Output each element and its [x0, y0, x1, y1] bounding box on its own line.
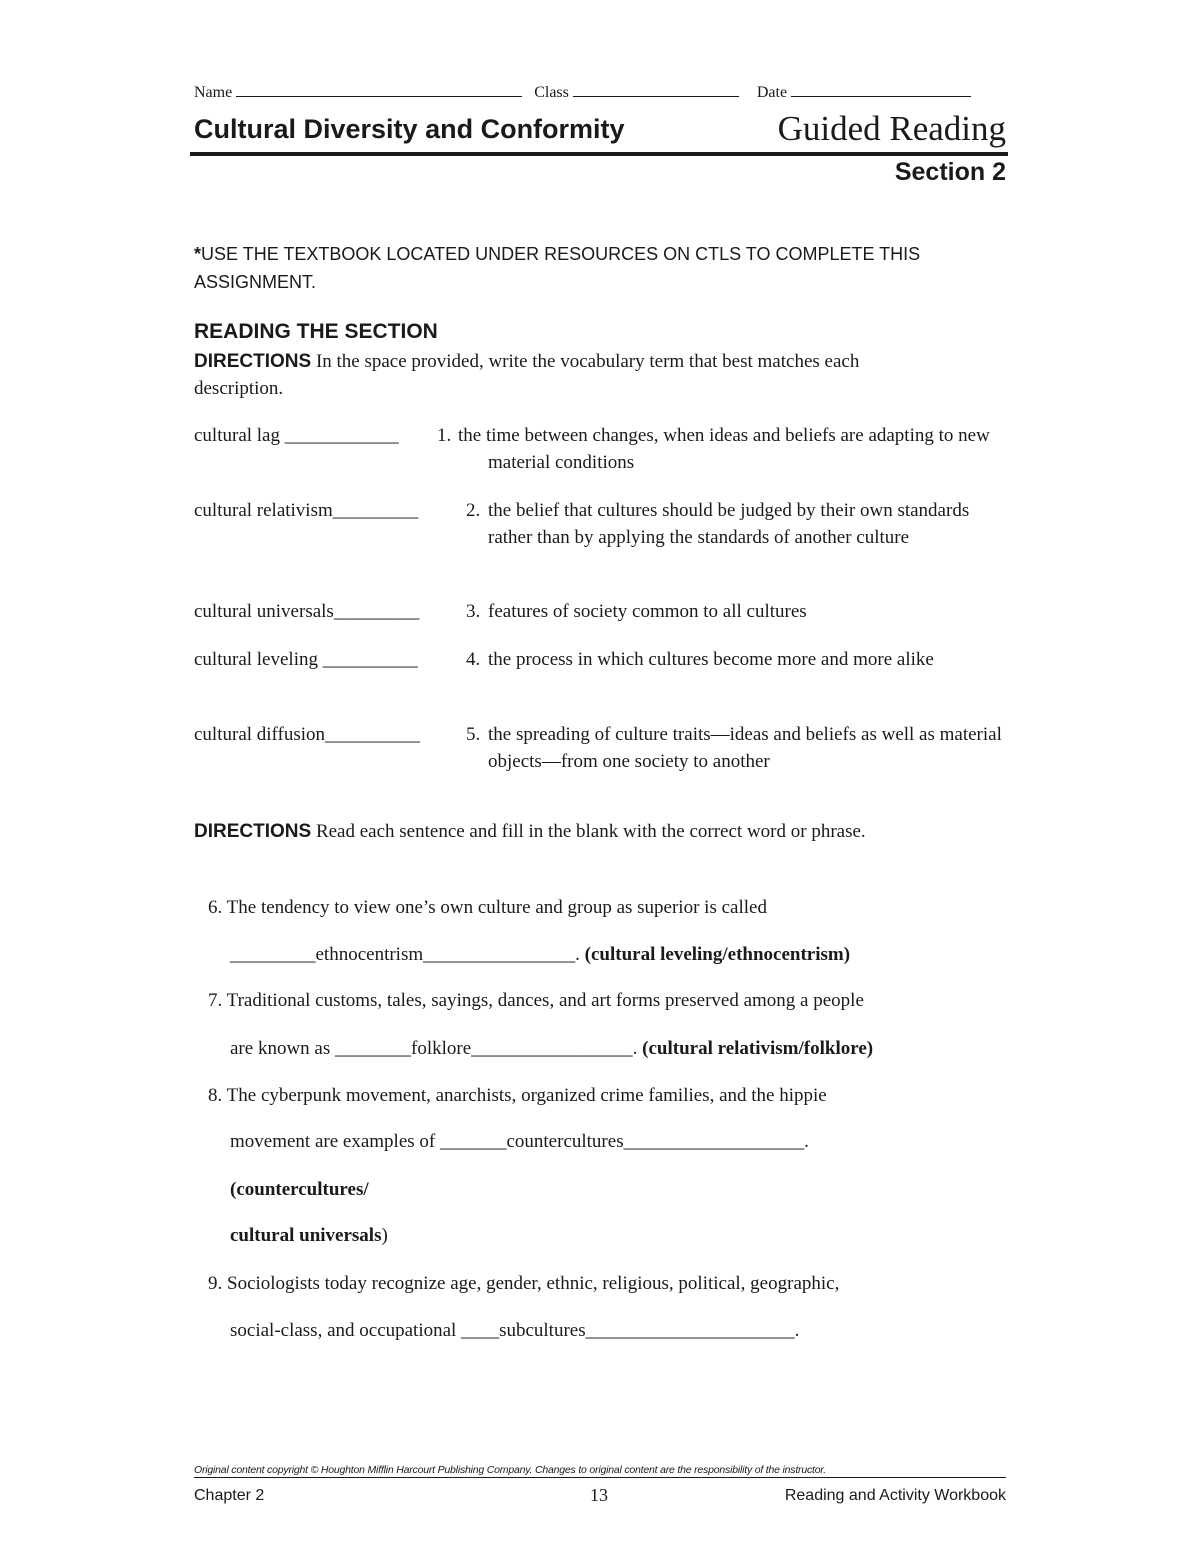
question-8-options-2 [230, 1222, 1010, 1249]
match-num-1: 1. [437, 425, 452, 446]
directions-2 [194, 818, 914, 845]
match-num-3: 3. [466, 601, 481, 622]
question-8-line-1: 8. The cyberpunk movement, anarchists, organized crime families, and the hippie [208, 1085, 827, 1106]
question-6-line-1: 6. The tendency to view one’s own culture and group as superior is called [208, 897, 767, 918]
match-item-3 [194, 598, 1014, 625]
directions-1 [194, 348, 914, 402]
class-blank[interactable] [573, 82, 739, 97]
question-8-options-1: (countercultures/ [230, 1179, 369, 1200]
match-def-4: the process in which cultures become more and more alike [488, 649, 934, 670]
name-label: Name [194, 84, 233, 101]
copyright-notice: Original content copyright © Houghton Mifflin Harcourt Publishing Company. Changes to original content are the responsibility of the instructor. [194, 1464, 1006, 1478]
workbook-label: Reading and Activity Workbook [784, 1487, 1006, 1504]
question-7-line-1: 7. Traditional customs, tales, sayings, dances, and art forms preserved among a people [208, 990, 864, 1011]
match-def-3: features of society common to all cultures [488, 601, 807, 622]
class-label: Class [534, 84, 569, 101]
directions-1-label: DIRECTIONS [194, 351, 312, 372]
question-8-options-2-text: cultural universals [230, 1225, 382, 1246]
match-term-2[interactable]: cultural relativism_________ [194, 500, 419, 521]
match-term-4[interactable]: cultural leveling __________ [194, 649, 418, 670]
match-num-2: 2. [466, 500, 481, 521]
section-label: Section 2 [894, 158, 1006, 186]
question-8-options-2-close: ) [381, 1225, 388, 1246]
question-9-answer[interactable]: social-class, and occupational ____subcultures______________________. [230, 1320, 800, 1341]
question-7-line-2 [230, 1035, 1010, 1062]
match-term-3[interactable]: cultural universals_________ [194, 601, 420, 622]
match-num-5: 5. [466, 724, 481, 745]
header-rule [190, 152, 1008, 156]
match-item-4 [194, 646, 1014, 700]
directions-2-label: DIRECTIONS [194, 821, 312, 842]
question-7-options: (cultural relativism/folklore) [642, 1038, 874, 1059]
question-6-answer[interactable]: _________ethnocentrism________________. [230, 944, 580, 965]
name-blank[interactable] [236, 82, 522, 97]
note-text: USE THE TEXTBOOK LOCATED UNDER RESOURCES ON CTLS TO COMPLETE THIS ASSIGNMENT. [194, 244, 921, 292]
directions-1-text: In the space provided, write the vocabulary term that best matches each description. [194, 351, 860, 399]
match-def-5: the spreading of culture traits—ideas and beliefs as well as material objects—from one society to another [488, 724, 1002, 772]
guided-reading-heading: Guided Reading [777, 109, 1006, 148]
question-6-options: (cultural leveling/ethnocentrism) [584, 944, 851, 965]
note-star: * [194, 244, 202, 264]
match-def-1-text: the time between changes, when ideas and beliefs are adapting to new material conditions [458, 425, 990, 473]
match-item-5 [194, 721, 1014, 775]
date-label: Date [756, 84, 788, 101]
textbook-note [194, 240, 1014, 296]
question-9-line-1: 9. Sociologists today recognize age, gender, ethnic, religious, political, geographic, [208, 1273, 840, 1294]
student-info-line [194, 82, 1006, 102]
page-number: 13 [590, 1485, 608, 1505]
match-term-1[interactable]: cultural lag ____________ [194, 425, 399, 446]
match-def-1 [458, 422, 1008, 476]
reading-section-title: READING THE SECTION [194, 320, 438, 343]
directions-2-text: Read each sentence and fill in the blank with the correct word or phrase. [315, 821, 866, 842]
question-8-answer[interactable]: movement are examples of _______countercultures___________________. [230, 1131, 809, 1152]
match-item-2 [194, 497, 1014, 578]
page-title: Cultural Diversity and Conformity [194, 114, 625, 144]
match-def-2: the belief that cultures should be judged by their own standards rather than by applying the standards of another culture [488, 500, 970, 548]
chapter-label: Chapter 2 [194, 1487, 265, 1504]
date-blank[interactable] [791, 82, 971, 97]
match-num-4: 4. [466, 649, 481, 670]
match-item-1 [194, 422, 1014, 476]
question-7-answer[interactable]: are known as ________folklore_________________. [230, 1038, 638, 1059]
match-term-5[interactable]: cultural diffusion__________ [194, 724, 421, 745]
question-6-line-2 [230, 941, 1010, 968]
